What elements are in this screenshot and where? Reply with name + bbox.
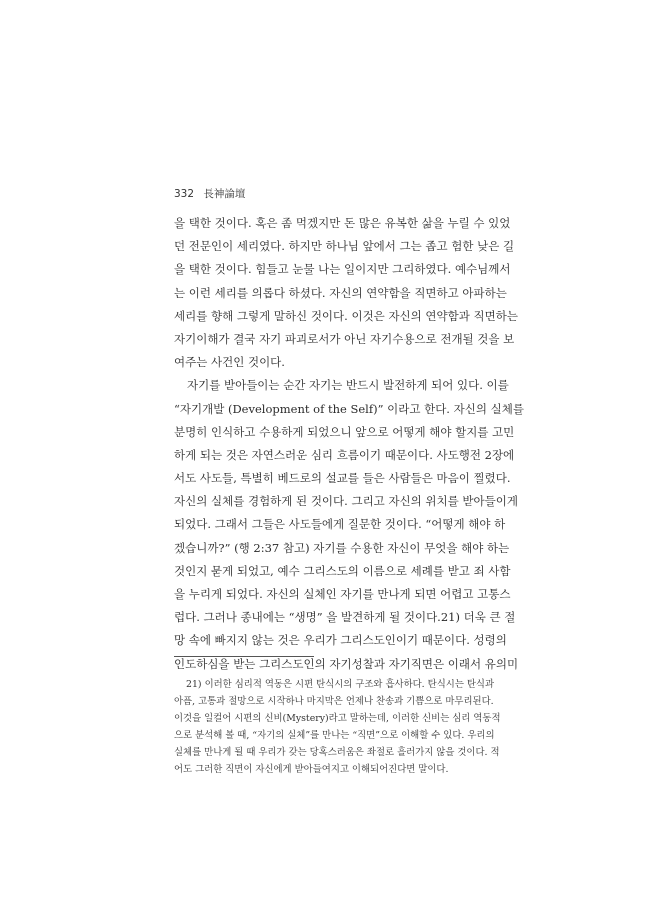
page-number: 332 (174, 188, 195, 200)
body-line: 것인지 묻게 되었고, 예수 그리스도의 이름으로 세례를 받고 죄 사함 (174, 563, 511, 578)
body-line: 을 누리게 되었다. 자신의 실체인 자기를 만나게 되면 어렵고 고통스 (174, 587, 511, 601)
footnote-line: 아픔, 고통과 절망으로 시작하나 마지막은 언제나 찬송과 기쁨으로 마무리된다. (174, 696, 494, 708)
book-title: 長神論壇 (203, 188, 246, 200)
footnotes (174, 676, 501, 779)
body-line: 되었다. 그래서 그들은 사도들에게 질문한 것이다. “어떻게 해야 하 (174, 517, 506, 532)
body-line: 세리를 향해 그렇게 말하신 것이다. 이것은 자신의 연약함과 직면하는 (174, 308, 518, 323)
body-line: 럽다. 그러나 종내에는 “생명” 을 발견하게 될 것이다.21) 더욱 큰 절 (174, 610, 516, 625)
body-line: 서도 사도들, 특별히 베드로의 설교를 들은 사람들은 마음이 찔렸다. (174, 471, 511, 486)
body-line: 을 택한 것이다. 힘들고 눈물 나는 일이지만 그리하였다. 예수님께서 (174, 262, 511, 277)
body-line: 을 택한 것이다. 혹은 좀 먹겠지만 돈 많은 유복한 삶을 누릴 수 있었 (174, 216, 511, 230)
body-line: 자기를 받아들이는 순간 자기는 반드시 발전하게 되어 있다. 이를 (187, 378, 509, 393)
body-line: 자신의 실체를 경험하게 된 것이다. 그리고 자신의 위치를 받아들이게 (174, 494, 518, 509)
body-line: 하게 되는 것은 자연스러운 심리 흐름이기 때문이다. 사도행전 2장에 (174, 447, 515, 462)
footnote-line: 21) 이러한 심리적 역동은 시편 탄식시의 구조와 흡사하다. 탄식시는 탄식과 (186, 679, 495, 690)
body-line: 자기이해가 결국 자기 파괴로서가 아닌 자기수용으로 전개될 것을 보 (174, 331, 515, 346)
body-line: “자기개발 (Development of the Self)” 이라고 한다. 자신의 실체를 (174, 401, 524, 416)
footnote-line: 으로 분석해 볼 때, “자기의 실체”를 만나는 “직면”으로 이해할 수 있다. 우리의 (174, 730, 495, 742)
body-line: 겠습니까?” (행 2:37 참고) 자기를 수용한 자신이 무엇을 해야 하는 (174, 540, 510, 555)
body-line: 인도하심을 받는 그리스도인의 자기성찰과 자기직면은 이래서 유의미 (174, 656, 519, 671)
running-head (174, 186, 245, 201)
body-line: 분명히 인식하고 수용하게 되었으니 앞으로 어떻게 해야 할지를 고민 (174, 424, 515, 439)
footnote-line: 실체를 만나게 될 때 우리가 갖는 당혹스러움은 좌절로 흘러가지 않을 것이다. 적 (174, 747, 500, 759)
footnote-line: 어도 그러한 직면이 자신에게 받아들여지고 이해되어진다면 말이다. (174, 764, 449, 776)
body-text (174, 212, 524, 676)
body-line: 망 속에 빠지지 않는 것은 우리가 그리스도인이기 때문이다. 성령의 (174, 633, 507, 648)
footnote-divider (174, 656, 314, 657)
body-line: 는 이런 세리를 의롭다 하셨다. 자신의 연약함을 직면하고 아파하는 (174, 285, 507, 300)
body-line: 던 전문인이 세리였다. 하지만 하나님 앞에서 그는 좁고 험한 낮은 길 (174, 239, 515, 254)
body-line: 여주는 사건인 것이다. (174, 355, 285, 370)
footnote-line: 이것을 일컬어 시편의 신비(Mystery)라고 말하는데, 이러한 신비는 심리 역동적 (174, 713, 501, 725)
